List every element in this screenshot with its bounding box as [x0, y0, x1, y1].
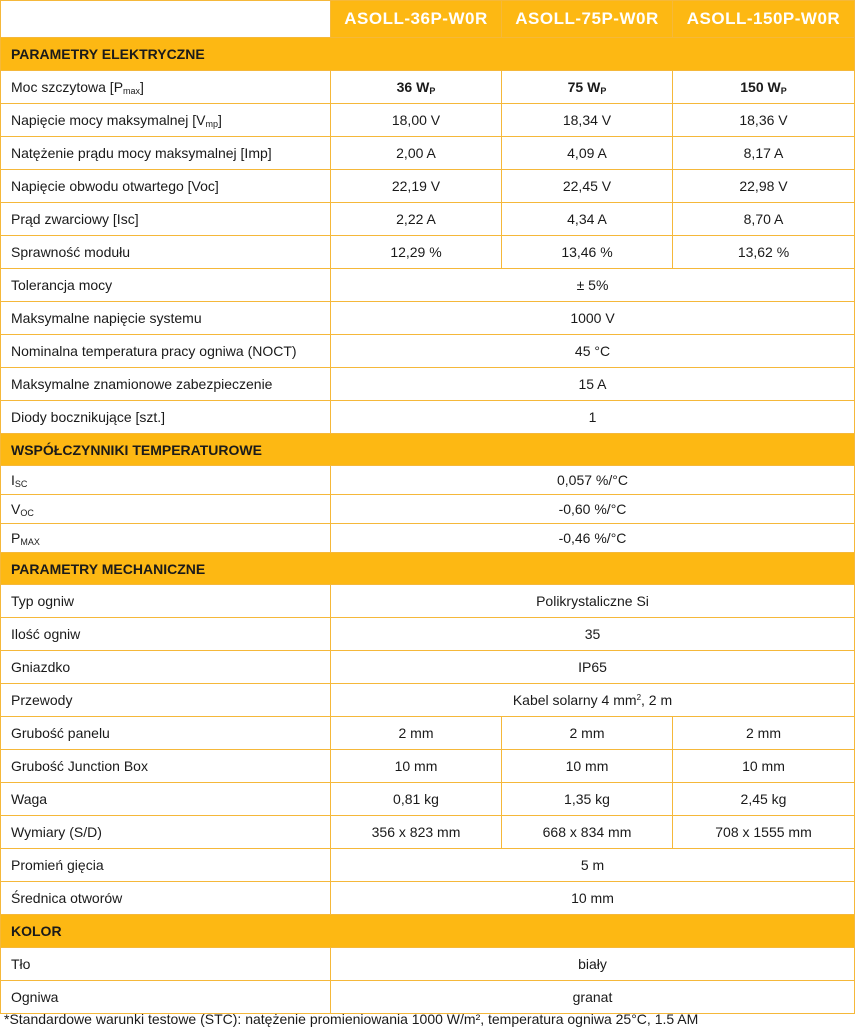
table-row: [1, 104, 855, 137]
cell-value: 15 A: [331, 368, 855, 401]
table-row: [1, 495, 855, 524]
table-row: [1, 948, 855, 981]
cell-value: 2 mm: [673, 717, 855, 750]
row-label: Tło: [1, 948, 331, 981]
cell-value: 1000 V: [331, 302, 855, 335]
cell-value: 668 x 834 mm: [502, 816, 673, 849]
section-title: KOLOR: [1, 915, 855, 948]
table-row: [1, 585, 855, 618]
cell-value: Kabel solarny 4 $mm^2$, 2 m: [331, 684, 855, 717]
table-row: [1, 137, 855, 170]
cell-value: 18,36 V: [673, 104, 855, 137]
section-header-color: [1, 915, 855, 948]
cell-value: 8,17 A: [673, 137, 855, 170]
row-label: Średnica otworów: [1, 882, 331, 915]
table-row: [1, 524, 855, 553]
cell-value: -0,46 %/°C: [331, 524, 855, 553]
cell-value: 0,81 kg: [331, 783, 502, 816]
row-label: Tolerancja mocy: [1, 269, 331, 302]
cell-value: 2,22 A: [331, 203, 502, 236]
section-header-electrical: [1, 38, 855, 71]
section-header-mechanical: [1, 553, 855, 585]
model-header-row: [1, 1, 855, 38]
table-row: [1, 401, 855, 434]
cell-value: 22,45 V: [502, 170, 673, 203]
model-name: ASOLL-150P-W0R: [673, 1, 855, 38]
row-label: $P_{MAX}$: [1, 524, 331, 553]
table-row: [1, 816, 855, 849]
header-blank-cell: [1, 1, 331, 38]
cell-value: 10 mm: [331, 882, 855, 915]
cell-value: 22,98 V: [673, 170, 855, 203]
cell-value: 75 $W_P$: [502, 71, 673, 104]
cell-value: 5 m: [331, 849, 855, 882]
table-row: [1, 236, 855, 269]
cell-value: 2 mm: [502, 717, 673, 750]
table-row: [1, 651, 855, 684]
cell-value: 4,34 A: [502, 203, 673, 236]
cell-value: 708 x 1555 mm: [673, 816, 855, 849]
cell-value: granat: [331, 981, 855, 1014]
cell-value: 22,19 V: [331, 170, 502, 203]
cell-value: 35: [331, 618, 855, 651]
row-label: $V_{OC}$: [1, 495, 331, 524]
row-label: Ogniwa: [1, 981, 331, 1014]
row-label: Prąd zwarciowy [Isc]: [1, 203, 331, 236]
table-row: [1, 368, 855, 401]
table-row: [1, 170, 855, 203]
table-row: [1, 203, 855, 236]
cell-value: 2 mm: [331, 717, 502, 750]
row-label: Grubość Junction Box: [1, 750, 331, 783]
cell-value: 18,00 V: [331, 104, 502, 137]
table-row: [1, 750, 855, 783]
cell-value: 2,45 kg: [673, 783, 855, 816]
table-row: [1, 71, 855, 104]
table-row: [1, 684, 855, 717]
row-label: Ilość ogniw: [1, 618, 331, 651]
cell-value: biały: [331, 948, 855, 981]
cell-value: 18,34 V: [502, 104, 673, 137]
cell-value: 10 mm: [502, 750, 673, 783]
row-label: Napięcie mocy maksymalnej $[V_{mp}]$: [1, 104, 331, 137]
cell-value: 0,057 %/°C: [331, 466, 855, 495]
section-title: PARAMETRY ELEKTRYCZNE: [1, 38, 855, 71]
row-label: Gniazdko: [1, 651, 331, 684]
table-row: [1, 882, 855, 915]
cell-value: 150 $W_P$: [673, 71, 855, 104]
cell-value: 10 mm: [331, 750, 502, 783]
section-header-temperature: [1, 434, 855, 466]
table-row: [1, 269, 855, 302]
model-name: ASOLL-75P-W0R: [502, 1, 673, 38]
table-row: [1, 717, 855, 750]
section-title: WSPÓŁCZYNNIKI TEMPERATUROWE: [1, 434, 855, 466]
cell-value: 45 °C: [331, 335, 855, 368]
row-label: $I_{SC}$: [1, 466, 331, 495]
model-name: ASOLL-36P-W0R: [331, 1, 502, 38]
row-label: Grubość panelu: [1, 717, 331, 750]
cell-value: 13,46 %: [502, 236, 673, 269]
row-label: Typ ogniw: [1, 585, 331, 618]
cell-value: 36 $W_P$: [331, 71, 502, 104]
footnote: *Standardowe warunki testowe (STC): natężenie promieniowania 1000 W/m², temperatura ogniwa 25°C, 1.5 AM: [4, 1011, 699, 1027]
row-label: Maksymalne napięcie systemu: [1, 302, 331, 335]
row-label: Waga: [1, 783, 331, 816]
row-label: Sprawność modułu: [1, 236, 331, 269]
row-label: Maksymalne znamionowe zabezpieczenie: [1, 368, 331, 401]
cell-value: 8,70 A: [673, 203, 855, 236]
row-label: Przewody: [1, 684, 331, 717]
row-label: Moc szczytowa $[P_{max}]$: [1, 71, 331, 104]
cell-value: ± 5%: [331, 269, 855, 302]
row-label: Diody bocznikujące [szt.]: [1, 401, 331, 434]
table-row: [1, 783, 855, 816]
cell-value: 356 x 823 mm: [331, 816, 502, 849]
table-row: [1, 618, 855, 651]
cell-value: 12,29 %: [331, 236, 502, 269]
table-row: [1, 302, 855, 335]
cell-value: 1: [331, 401, 855, 434]
cell-value: 2,00 A: [331, 137, 502, 170]
table-row: [1, 335, 855, 368]
table-row: [1, 466, 855, 495]
row-label: Promień gięcia: [1, 849, 331, 882]
cell-value: 1,35 kg: [502, 783, 673, 816]
cell-value: 4,09 A: [502, 137, 673, 170]
section-title: PARAMETRY MECHANICZNE: [1, 553, 855, 585]
row-label: Natężenie prądu mocy maksymalnej [Imp]: [1, 137, 331, 170]
row-label: Napięcie obwodu otwartego [Voc]: [1, 170, 331, 203]
cell-value: 13,62 %: [673, 236, 855, 269]
cell-value: 10 mm: [673, 750, 855, 783]
cell-value: -0,60 %/°C: [331, 495, 855, 524]
table-row: [1, 849, 855, 882]
table-row: [1, 981, 855, 1014]
cell-value: Polikrystaliczne Si: [331, 585, 855, 618]
cell-value: IP65: [331, 651, 855, 684]
row-label: Wymiary (S/D): [1, 816, 331, 849]
row-label: Nominalna temperatura pracy ogniwa (NOCT): [1, 335, 331, 368]
